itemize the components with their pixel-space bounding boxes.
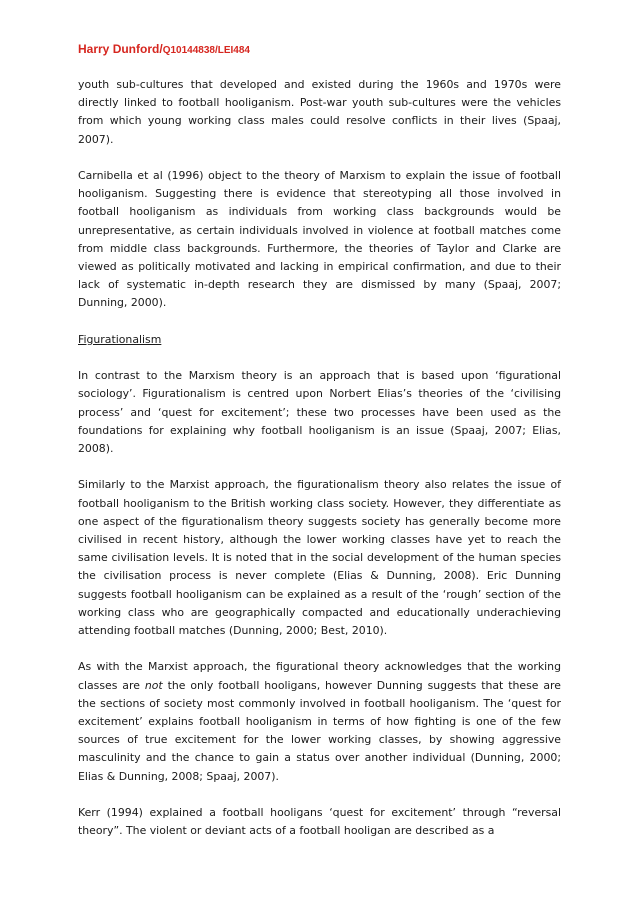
- paragraph-4: Similarly to the Marxist approach, the figurationalism theory also relates the issue of football hooliganism to the British working class society. However, they differentiate as one aspect of the figurationalism theory suggests society has generally become more civilised in recent history, although the lower working classes have yet to reach the same civilisation levels. It is noted that in the social development of the human species the civilisation process is never complete (Elias & Dunning, 2008). Eric Dunning suggests football hooliganism can be explained as a result of the ‘rough’ section of the working class who are geographically compacted and educationally underachieving attending football matches (Dunning, 2000; Best, 2010).: [78, 478, 561, 638]
- author-name: Harry Dunford/: [78, 42, 163, 56]
- paragraph-5-text-a: As with the Marxist approach, the figurational theory acknowledges that the working classes are: [78, 660, 561, 692]
- paragraph-5-emphasis: not: [144, 678, 163, 692]
- document-body: [78, 76, 561, 859]
- page-header: [78, 42, 250, 56]
- paragraph-2: Carnibella et al (1996) object to the theory of Marxism to explain the issue of football hooliganism. Suggesting there is evidence that stereotyping all those involved in football hooliganism as individuals from working class backgrounds would be unrepresentative, as certain individuals involved in violence at football matches come from middle class backgrounds. Furthermore, the theories of Taylor and Clarke are viewed as politically motivated and lacking in empirical confirmation, and due to their lack of systematic in-depth research they are dismissed by many (Spaaj, 2007; Dunning, 2000).: [78, 169, 561, 310]
- paragraph-6: Kerr (1994) explained a football hooligans ‘quest for excitement’ through “reversal theory”. The violent or deviant acts of a football hooligan are described as a: [78, 806, 561, 838]
- paragraph-5: [78, 658, 561, 785]
- paragraph-3: In contrast to the Marxism theory is an approach that is based upon ‘figurational sociology’. Figurationalism is centred upon Norbert Elias’s theories of the ‘civilising process’ and ‘quest for excitement’; these two processes have been used as the foundations for explaining why football hooliganism is an issue (Spaaj, 2007; Elias, 2008).: [78, 369, 561, 456]
- paragraph-1: youth sub-cultures that developed and existed during the 1960s and 1970s were directly linked to football hooliganism. Post-war youth sub-cultures were the vehicles from which young working class males could resolve conflicts in their lives (Spaaj, 2007).: [78, 78, 561, 146]
- student-code: Q10144838/LEI484: [162, 45, 250, 56]
- paragraph-5-text-b: the only football hooligans, however Dunning suggests that these are the sections of society most commonly involved in football hooliganism. The ‘quest for excitement’ explains football hooliganism in terms of how fighting is one of the few sources of true excitement for the lower working classes, by showing aggressive masculinity and the chance to gain a status over another individual (Dunning, 2000; Elias & Dunning, 2008; Spaaj, 2007).: [78, 678, 561, 783]
- section-heading-figurationalism: Figurationalism: [78, 332, 162, 346]
